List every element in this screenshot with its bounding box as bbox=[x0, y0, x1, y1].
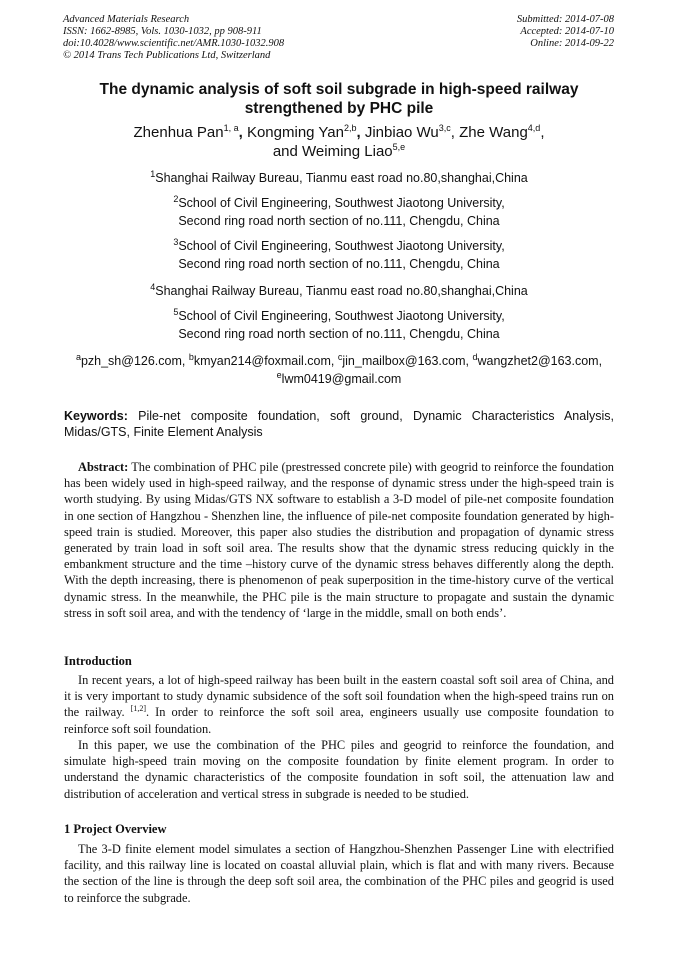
affiliation-5: $^5$School of Civil Engineering, Southwest Jiaotong University, Second ring road north section of no.111, Chengdu, China bbox=[173, 306, 505, 341]
author-name: Zhe Wang bbox=[459, 124, 528, 141]
issn-line: ISSN: 1662-8985, Vols. 1030-1032, pp 908-911 bbox=[63, 26, 262, 37]
journal-name: Advanced Materials Research bbox=[63, 14, 190, 25]
email-link[interactable]: pzh_sh@126.com, bbox=[80, 354, 189, 368]
author-list: Zhenhua Pan$^{1, a}$, Kongming Yan$^{2,b}$, Jinbiao Wu$^{3,c}$, Zhe Wang$^{4,d}$, and Weiming Liao$^{5,e}$ bbox=[133, 123, 545, 160]
section-heading-introduction: Introduction bbox=[64, 654, 132, 668]
keywords-text: Pile-net composite foundation, soft ground, Dynamic Characteristics Analysis, Midas/GTS, Finite Element Analysis bbox=[64, 409, 614, 439]
author-name: Jinbiao Wu bbox=[364, 124, 439, 141]
author-name: Zhenhua Pan bbox=[133, 124, 224, 141]
keywords bbox=[64, 408, 614, 440]
citation[interactable]: [1,2] bbox=[130, 704, 147, 714]
affiliation-1: $^1$Shanghai Railway Bureau, Tianmu east road no.80,shanghai,China bbox=[150, 168, 528, 185]
intro-paragraph-1: In recent years, a lot of high-speed railway has been built in the eastern coastal soft soil area of China, and it is very important to study dynamic subsidence of the soft soil foundation when the high-speed trains run on the railway. [1,2]. In order to reinforce the soft soil area, engineers usually use composite foundation to reinforce soft soil foundation. bbox=[64, 673, 614, 736]
header-right bbox=[517, 14, 614, 50]
affiliation-4: $^4$Shanghai Railway Bureau, Tianmu east road no.80,shanghai,China bbox=[150, 281, 528, 298]
abstract-label: Abstract: bbox=[78, 460, 129, 474]
affiliation-3: $^3$School of Civil Engineering, Southwest Jiaotong University, Second ring road north section of no.111, Chengdu, China bbox=[173, 236, 505, 271]
author-emails: $^a$pzh_sh@126.com, $^b$kmyan214@foxmail.com, $^c$jin_mailbox@163.com, $^d$wangzhet2@163.com, $^e$lwm0419@gmail.com bbox=[75, 351, 603, 386]
email-link[interactable]: wangzhet2@163.com, bbox=[477, 354, 603, 368]
author-name: and Weiming Liao bbox=[272, 143, 393, 160]
email-link[interactable]: lwm0419@gmail.com bbox=[281, 372, 402, 386]
keywords-label: Keywords: bbox=[64, 409, 128, 423]
email-link[interactable]: kmyan214@foxmail.com, bbox=[193, 354, 338, 368]
abstract bbox=[64, 459, 614, 621]
affiliation-2: $^2$School of Civil Engineering, Southwest Jiaotong University, Second ring road north section of no.111, Chengdu, China bbox=[173, 193, 505, 228]
email-link[interactable]: jin_mailbox@163.com, bbox=[342, 354, 473, 368]
online-date: Online: 2014-09-22 bbox=[530, 38, 614, 49]
author-name: Kongming Yan bbox=[246, 124, 344, 141]
abstract-text: The combination of PHC pile (prestressed concrete pile) with geogrid to reinforce the foundation has been widely used in high-speed railway, and the response of dynamic stress under the high-speed train is worth studying. By using Midas/GTS NX software to establish a 3-D model of pile-net composite foundation in one section of Hangzhou - Shenzhen line, the influence of pile-net composite foundation generated by high-speed train is studied. Moreover, this paper also studies the distribution and propagation of dynamic stress generated by train load in soft soil area. The results show that the dynamic stress reducing quickly in the embankment structure and the time –history curve of the dynamic stress behaves differently along the depth. With the depth increasing, there is phenomenon of peak superposition in the time-history curve of the vertical dynamic stress. In the meanwhile, the PHC pile is the main structure to propagate and sustain the dynamic stress in soft soil area, and with the tendency of ‘large in the middle, small on both ends’. bbox=[64, 460, 614, 620]
copyright-line: © 2014 Trans Tech Publications Ltd, Switzerland bbox=[63, 50, 271, 61]
submitted-date: Submitted: 2014-07-08 bbox=[516, 14, 614, 25]
header-left bbox=[63, 14, 284, 62]
project-overview-paragraph: The 3-D finite element model simulates a section of Hangzhou-Shenzhen Passenger Line with electrified facility, and this railway line is located on coastal alluvial plain, which is flat and with many rivers. Because the section of the line is through the deep soft soil area, the combination of the PHC piles and geogrid is used to reinforce the subgrade. bbox=[64, 842, 614, 905]
paper-title: The dynamic analysis of soft soil subgrade in high-speed railway strengthened by PHC pile bbox=[99, 81, 579, 117]
doi-line: doi:10.4028/www.scientific.net/AMR.1030-1032.908 bbox=[63, 38, 285, 49]
intro-paragraph-2: In this paper, we use the combination of the PHC piles and geogrid to reinforce the foundation, and simulate high-speed train moving on the composite foundation by finite element program. In order to understand the dynamic characteristics of the composite foundation in soft soil, the attenuation law and distribution of acceleration and vertical stress in subgrade is needed to be studied. bbox=[64, 738, 614, 801]
section-heading-project-overview: 1 Project Overview bbox=[64, 822, 167, 836]
accepted-date: Accepted: 2014-07-10 bbox=[520, 26, 614, 37]
